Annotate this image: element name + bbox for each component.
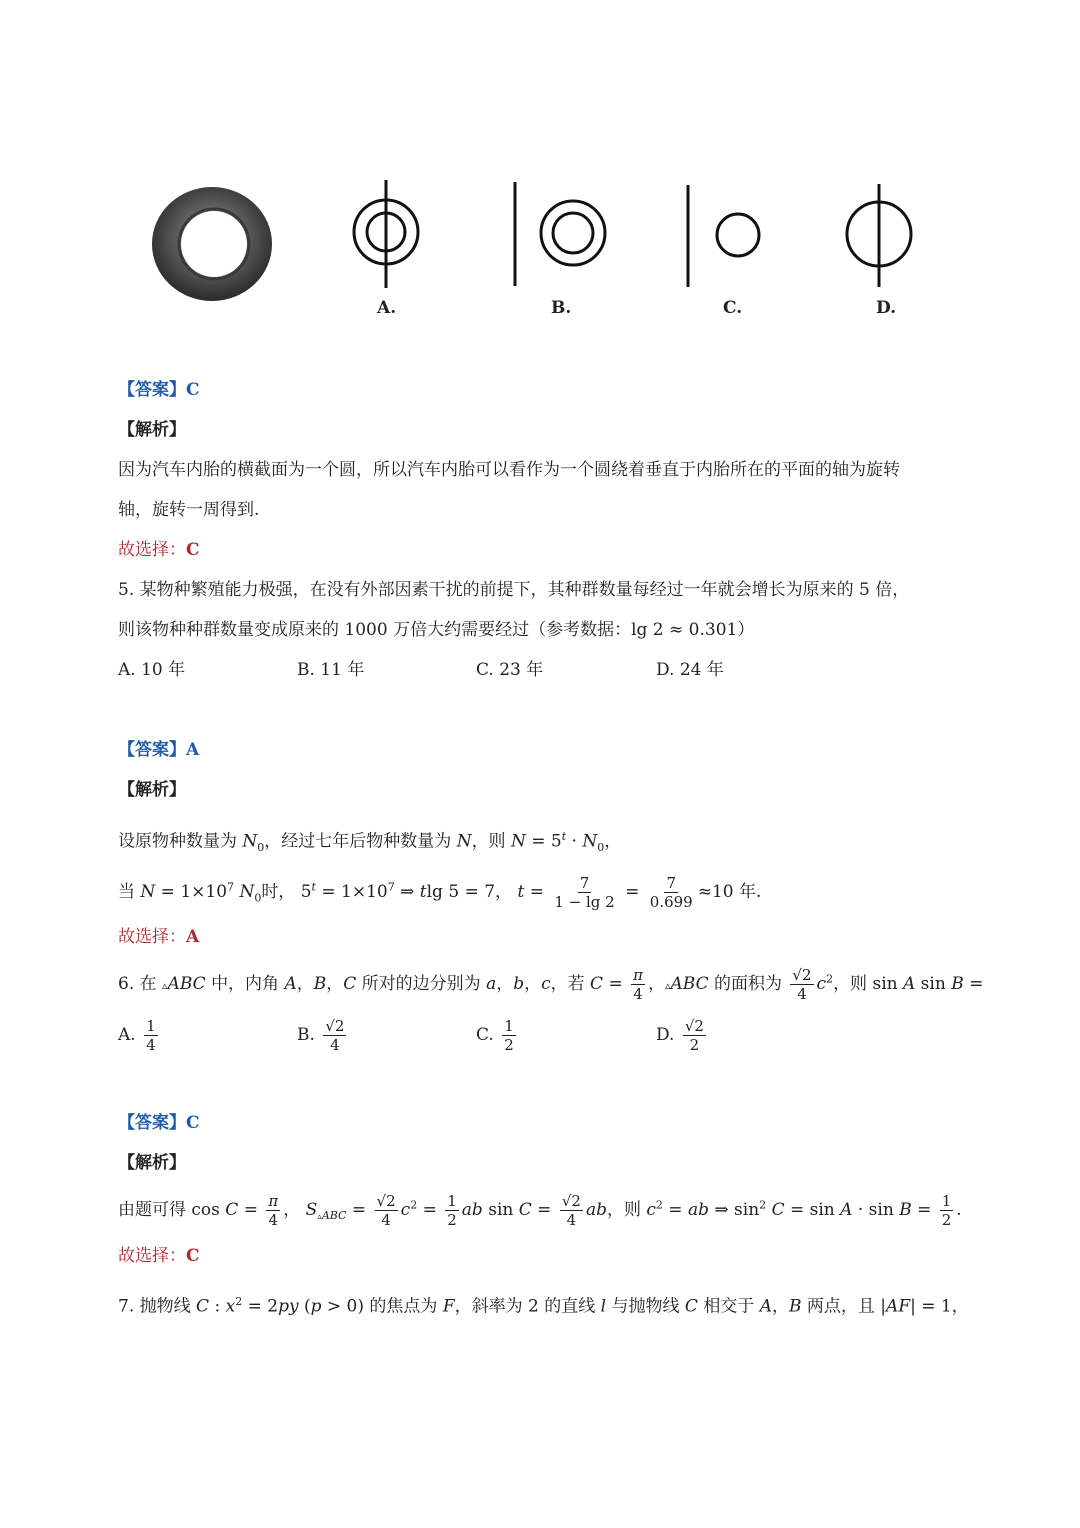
option-b-figure — [515, 182, 605, 286]
q5-analysis-step1: 设原物种数量为 $N_0$，经过七年后物种数量为 N，则 $N = 5^t \cdot N_0$， — [118, 830, 622, 855]
q6-option-c: C. $\frac{1}{2}$ — [476, 1017, 514, 1054]
figure-label-b: B. — [551, 298, 572, 318]
q6-solution: 由题可得 cos C = $\frac{\pi}{4}$ ， $S_{▵ABC}$ = $\frac{√2}{4}$ $c^2$ = $\frac{1}{2}$ ab sin C = $\frac{√2}{4}$ ab，则 $c^2$ = ab ⇒ $\sin^2 C = \sin A \cdot \sin B$ = $\frac{1}{2}$ . — [118, 1192, 962, 1229]
q4-analysis-line2: 轴，旋转一周得到. — [118, 500, 260, 520]
figure-label-a: A. — [377, 298, 397, 318]
q4-analysis-heading: 【解析】 — [118, 420, 186, 440]
q5-analysis-heading: 【解析】 — [118, 780, 186, 800]
option-a-figure — [354, 180, 418, 288]
q5-option-a: A. 10 年 — [118, 660, 186, 680]
q4-conclusion: 故选择：C — [118, 540, 200, 560]
q5-analysis-step2: 当 $N = 1\times 10^7$ $N_0$时， $5^t = 1\times 10^7$ ⇒ tlg 5 = 7， t = $\frac{7}{1 - \lg 2}$ = $\frac{7}{0.699}$ ≈10 年. — [118, 874, 762, 911]
tire-image — [152, 187, 272, 301]
q6-analysis-heading: 【解析】 — [118, 1153, 186, 1173]
rotation-figure — [0, 0, 1080, 340]
q6-option-d: D. $\frac{√2}{2}$ — [656, 1017, 704, 1054]
q5-stem-line1: 5. 某物种繁殖能力极强，在没有外部因素干扰的前提下，其种群数量每经过一年就会增长为原来的 5 倍， — [118, 580, 910, 600]
q6-option-b: B. $\frac{√2}{4}$ — [297, 1017, 345, 1054]
q5-conclusion: 故选择：A — [118, 927, 200, 947]
q5-option-d: D. 24 年 — [656, 660, 724, 680]
option-d-figure — [847, 184, 911, 287]
option-c-figure — [688, 185, 759, 287]
q4-analysis-line1: 因为汽车内胎的横截面为一个圆，所以汽车内胎可以看作为一个圆绕着垂直于内胎所在的平面的轴为旋转 — [118, 460, 900, 480]
figure-label-d: D. — [876, 298, 897, 318]
q7-stem: 7. 抛物线 C : $x^2 = 2py$ (p > 0) 的焦点为 F，斜率为 2 的直线 l 与抛物线 C 相交于 A，B 两点，且 |AF| = 1， — [118, 1295, 969, 1317]
q5-option-b: B. 11 年 — [297, 660, 365, 680]
q6-stem: 6. 在 ▵ABC 中，内角 A，B，C 所对的边分别为 a，b，c，若 C = $\frac{\pi}{4}$ ，▵ABC 的面积为 $\frac{√2}{4}$ $c^2$，则 sin A sin B = — [118, 966, 984, 1003]
q5-option-c: C. 23 年 — [476, 660, 544, 680]
q6-option-a: A. $\frac{1}{4}$ — [118, 1017, 156, 1054]
figure-label-c: C. — [723, 298, 743, 318]
q6-answer: 【答案】C — [118, 1113, 200, 1133]
q5-stem-line2: 则该物种种群数量变成原来的 1000 万倍大约需要经过（参考数据：lg 2 ≈ 0.301） — [118, 620, 755, 640]
q4-answer: 【答案】C — [118, 380, 200, 400]
q6-conclusion: 故选择：C — [118, 1246, 200, 1266]
q5-answer: 【答案】A — [118, 740, 200, 760]
